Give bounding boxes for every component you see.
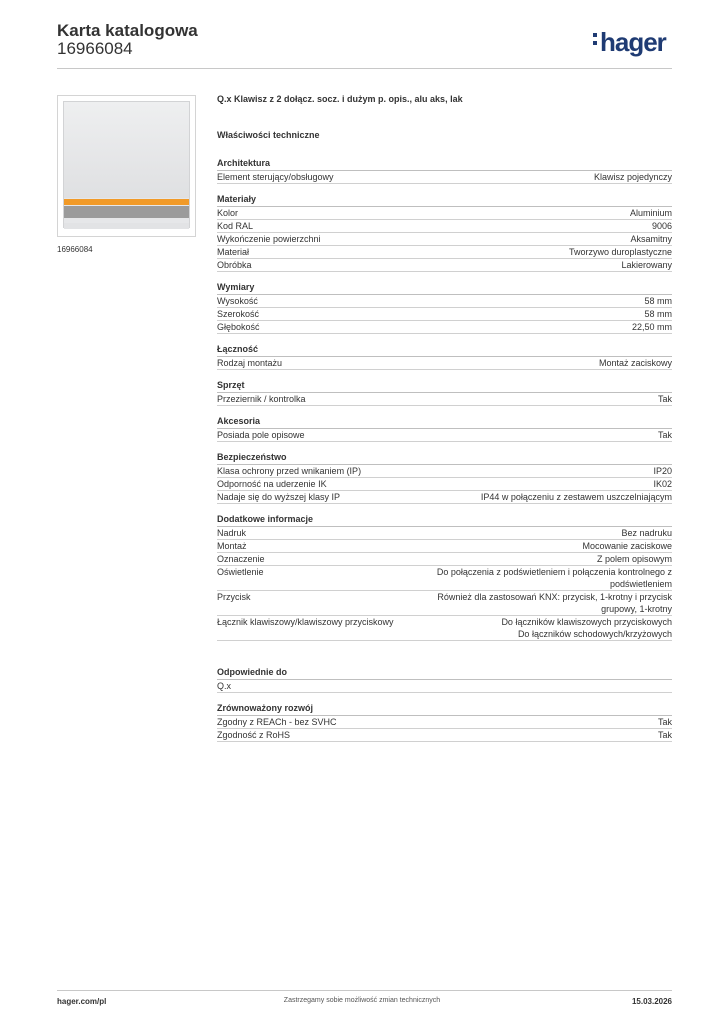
spec-key: Oznaczenie xyxy=(217,554,265,564)
spec-value: IP44 w połączeniu z zestawem uszczelniającym xyxy=(480,492,672,502)
section-title: Materiały xyxy=(217,193,672,207)
spec-value: Tak xyxy=(657,717,672,727)
spec-key: Przycisk xyxy=(217,592,251,602)
spec-value: Do łączników klawiszowych przyciskowych Do łączników schodowych/krzyżowych xyxy=(501,617,672,639)
spec-row xyxy=(217,591,672,616)
spec-row xyxy=(217,246,672,259)
spec-key: Element sterujący/obsługowy xyxy=(217,172,334,182)
spec-row xyxy=(217,429,672,442)
section-title: Łączność xyxy=(217,343,672,357)
spec-key: Wykończenie powierzchni xyxy=(217,234,321,244)
spec-key: Kod RAL xyxy=(217,221,254,231)
spec-section xyxy=(217,343,672,370)
spec-sections xyxy=(217,157,672,742)
spec-key: Klasa ochrony przed wnikaniem (IP) xyxy=(217,466,362,476)
footer-divider xyxy=(57,990,672,991)
spec-row xyxy=(217,220,672,233)
spec-key: Q.x xyxy=(217,681,232,691)
image-caption: 16966084 xyxy=(57,245,93,254)
spec-value: 58 mm xyxy=(644,296,672,306)
footer-disclaimer: Zastrzegamy sobie możliwość zmian technicznych xyxy=(283,997,441,1004)
spec-value: 22,50 mm xyxy=(631,322,672,332)
spec-value: Do połączenia z podświetleniem i połączenia kontrolnego z podświetleniem xyxy=(436,567,672,589)
spec-key: Łącznik klawiszowy/klawiszowy przyciskowy xyxy=(217,617,394,627)
section-title: Sprzęt xyxy=(217,379,672,393)
spec-value: Również dla zastosowań KNX: przycisk, 1-krotny i przycisk grupowy, 1-krotny xyxy=(437,592,672,614)
spec-row xyxy=(217,716,672,729)
footer-date: 15.03.2026 xyxy=(631,997,672,1006)
spec-value: Montaż zaciskowy xyxy=(598,358,672,368)
product-title: Q.x Klawisz z 2 dołącz. socz. i dużym p. opis., alu aks, lak xyxy=(217,94,463,104)
spec-value: Mocowanie zaciskowe xyxy=(582,541,672,551)
spec-value: Tak xyxy=(657,430,672,440)
section-title: Odpowiednie do xyxy=(217,666,672,680)
spec-row xyxy=(217,729,672,742)
section-title: Dodatkowe informacje xyxy=(217,513,672,527)
spec-section xyxy=(217,415,672,442)
spec-key: Kolor xyxy=(217,208,239,218)
spec-row xyxy=(217,207,672,220)
spec-row xyxy=(217,616,672,641)
spec-row xyxy=(217,321,672,334)
spec-value: IP20 xyxy=(653,466,672,476)
spec-value: Z polem opisowym xyxy=(596,554,672,564)
spec-row xyxy=(217,357,672,370)
spec-key: Przeziernik / kontrolka xyxy=(217,394,306,404)
spec-key: Posiada pole opisowe xyxy=(217,430,305,440)
spec-key: Odporność na uderzenie IK xyxy=(217,479,327,489)
product-image xyxy=(57,95,196,237)
section-spacer xyxy=(217,641,672,657)
spec-value: Klawisz pojedynczy xyxy=(593,172,672,182)
spec-value: IK02 xyxy=(653,479,672,489)
spec-row xyxy=(217,680,672,693)
section-title: Akcesoria xyxy=(217,415,672,429)
spec-value: Lakierowany xyxy=(621,260,672,270)
spec-section xyxy=(217,193,672,272)
spec-section xyxy=(217,281,672,334)
switch-icon xyxy=(63,101,190,228)
spec-key: Montaż xyxy=(217,541,247,551)
spec-value: Aksamitny xyxy=(630,234,672,244)
spec-section xyxy=(217,379,672,406)
spec-value: 9006 xyxy=(651,221,672,231)
spec-key: Rodzaj montażu xyxy=(217,358,283,368)
spec-key: Materiał xyxy=(217,247,250,257)
spec-key: Oświetlenie xyxy=(217,567,264,577)
spec-value: Bez nadruku xyxy=(621,528,672,538)
spec-section xyxy=(217,451,672,504)
logo-text: hager xyxy=(600,27,666,57)
spec-value xyxy=(662,680,672,692)
spec-key: Nadruk xyxy=(217,528,247,538)
spec-key: Zgodność z RoHS xyxy=(217,730,291,740)
spec-row xyxy=(217,540,672,553)
header-title: Karta katalogowa xyxy=(57,21,198,40)
spec-key: Nadaje się do wyższej klasy IP xyxy=(217,492,341,502)
spec-value: Tak xyxy=(657,730,672,740)
logo-dots-icon xyxy=(593,33,598,49)
spec-key: Wysokość xyxy=(217,296,258,306)
spec-row xyxy=(217,308,672,321)
spec-row xyxy=(217,171,672,184)
header-code: 16966084 xyxy=(57,39,133,58)
section-title: Bezpieczeństwo xyxy=(217,451,672,465)
spec-content xyxy=(217,94,672,742)
spec-row xyxy=(217,465,672,478)
spec-key: Obróbka xyxy=(217,260,252,270)
spec-value: Tworzywo duroplastyczne xyxy=(568,247,672,257)
spec-section xyxy=(217,157,672,184)
section-title: Zrównoważony rozwój xyxy=(217,702,672,716)
spec-row xyxy=(217,295,672,308)
section-title: Architektura xyxy=(217,157,672,171)
spec-row xyxy=(217,527,672,540)
spec-key: Zgodny z REACh - bez SVHC xyxy=(217,717,337,727)
spec-value: Tak xyxy=(657,394,672,404)
properties-heading: Właściwości techniczne xyxy=(217,130,320,140)
spec-section xyxy=(217,702,672,742)
spec-row xyxy=(217,259,672,272)
spec-key: Szerokość xyxy=(217,309,260,319)
footer-website: hager.com/pl xyxy=(57,997,107,1006)
spec-section xyxy=(217,513,672,641)
header-divider xyxy=(57,68,672,69)
spec-row xyxy=(217,491,672,504)
spec-section xyxy=(217,666,672,693)
spec-value: Aluminium xyxy=(629,208,672,218)
spec-key: Głębokość xyxy=(217,322,260,332)
spec-row xyxy=(217,553,672,566)
section-title: Wymiary xyxy=(217,281,672,295)
spec-row xyxy=(217,478,672,491)
spec-value: 58 mm xyxy=(644,309,672,319)
hager-logo xyxy=(593,27,666,58)
spec-row xyxy=(217,233,672,246)
spec-row xyxy=(217,566,672,591)
spec-row xyxy=(217,393,672,406)
